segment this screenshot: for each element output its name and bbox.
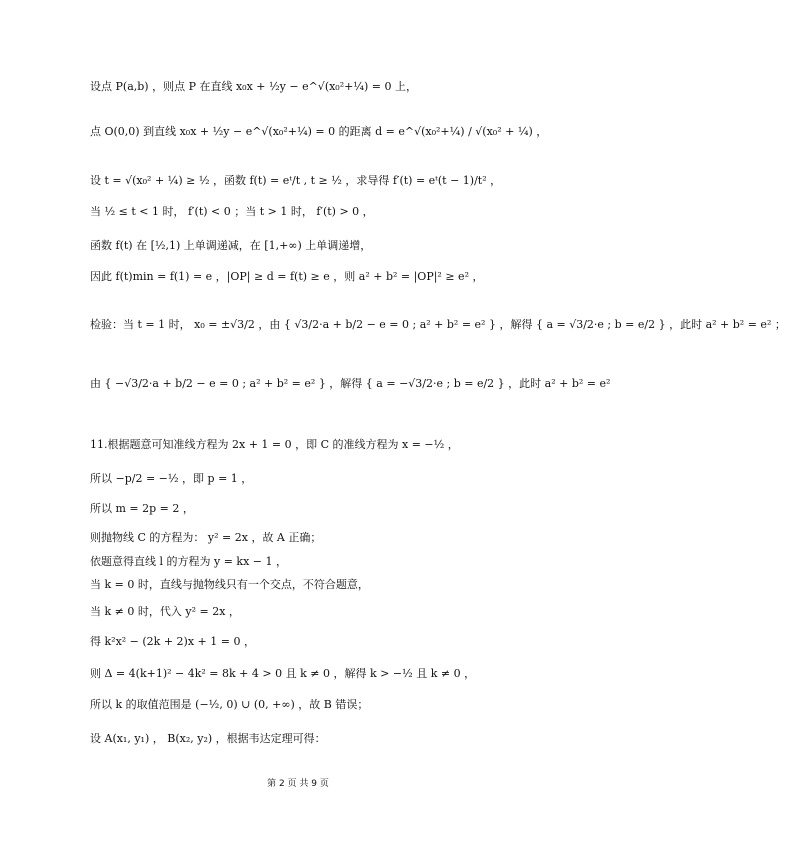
text-line-5: 函数 f(t) 在 [½,1) 上单调递减，在 [1,+∞) 上单调递增， (90, 239, 372, 252)
text-line-3: 设 t = √(x₀² + ¼) ≥ ½ ，函数 f(t) = eᵗ/t , t ≥ ½ ，求导得 f′(t) = eᵗ(t − 1)/t² ， (90, 174, 502, 187)
text-line-11: 所以 m = 2p = 2 ， (90, 502, 194, 515)
text-line-18: 所以 k 的取值范围是 (−½, 0) ∪ (0, +∞) ，故 B 错误； (90, 698, 369, 711)
text-line-19: 设 A(x₁, y₁) ， B(x₂, y₂) ，根据韦达定理可得： (90, 732, 326, 745)
text-line-9: 11.根据题意可知准线方程为 2x + 1 = 0 ，即 C 的准线方程为 x = −½ ， (90, 438, 459, 451)
text-line-10: 所以 −p/2 = −½ ，即 p = 1 ， (90, 472, 253, 485)
text-line-6: 因此 f(t)min = f(1) = e ，|OP| ≥ d = f(t) ≥ e ，则 a² + b² = |OP|² ≥ e² ， (90, 270, 484, 283)
text-line-14: 当 k = 0 时，直线与抛物线只有一个交点，不符合题意， (90, 578, 369, 591)
text-line-2: 点 O(0,0) 到直线 x₀x + ½y − e^√(x₀²+¼) = 0 的距离 d = e^√(x₀²+¼) / √(x₀² + ¼) ， (90, 125, 548, 138)
text-line-13: 依题意得直线 l 的方程为 y = kx − 1 ， (90, 555, 288, 568)
text-line-15: 当 k ≠ 0 时，代入 y² = 2x ， (90, 605, 240, 618)
page-footer: 第 2 页 共 9 页 (267, 779, 329, 789)
text-line-16: 得 k²x² − (2k + 2)x + 1 = 0 ， (90, 635, 255, 648)
text-line-4: 当 ½ ≤ t < 1 时， f′(t) < 0 ；当 t > 1 时， f′(t) > 0 ， (90, 205, 374, 218)
text-line-1: 设点 P(a,b) ，则点 P 在直线 x₀x + ½y − e^√(x₀²+¼) = 0 上， (90, 80, 418, 93)
text-line-12: 则抛物线 C 的方程为： y² = 2x ，故 A 正确； (90, 531, 322, 544)
text-line-17: 则 Δ = 4(k+1)² − 4k² = 8k + 4 > 0 且 k ≠ 0 ，解得 k > −½ 且 k ≠ 0 ， (90, 667, 476, 680)
text-line-7: 检验：当 t = 1 时， x₀ = ±√3/2 ，由 { √3/2·a + b/2 − e = 0 ; a² + b² = e² } ，解得 { a = √3/2·e ; b = e/2 } ，此时 a² + b² = e² ； (90, 318, 786, 331)
text-line-8: 由 { −√3/2·a + b/2 − e = 0 ; a² + b² = e² } ，解得 { a = −√3/2·e ; b = e/2 } ，此时 a² + b² = e² (90, 377, 611, 390)
